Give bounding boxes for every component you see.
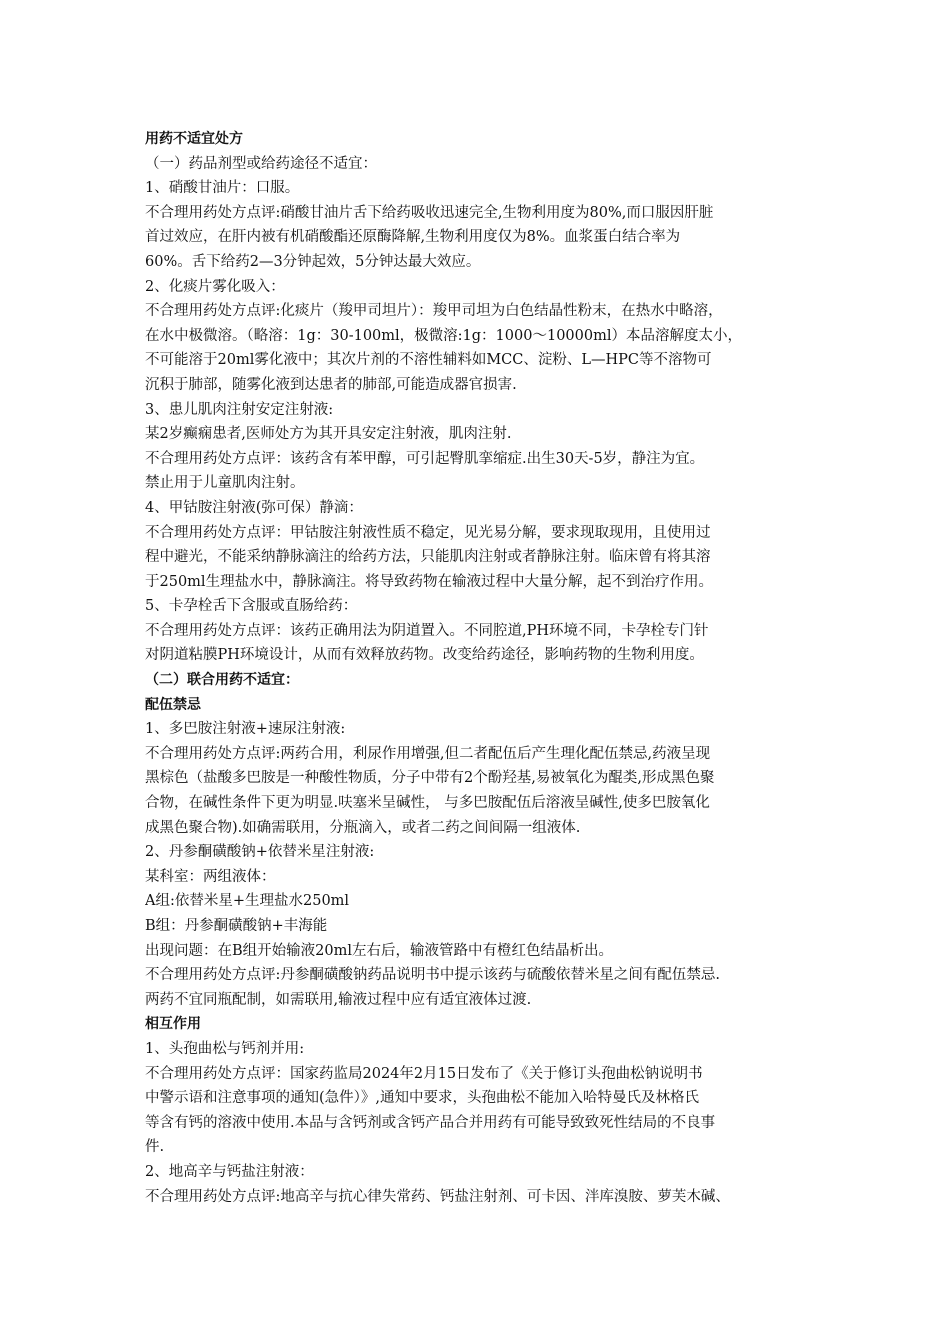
- text-line: 合物，在碱性条件下更为明显.呋塞米呈碱性， 与多巴胺配伍后溶液呈碱性,使多巴胺氧化: [145, 795, 710, 812]
- text-line: 3、患儿肌肉注射安定注射液:: [145, 401, 334, 418]
- text-line: 不合理用药处方点评：国家药监局2024年2月15日发布了《关于修订头孢曲松钠说明书: [145, 1065, 703, 1082]
- text-line: 不合理用药处方点评:化痰片（羧甲司坦片）：羧甲司坦为白色结晶性粉末，在热水中略溶，: [145, 303, 723, 320]
- text-line: 首过效应，在肝内被有机硝酸酯还原酶降解,生物利用度仅为8%。血浆蛋白结合率为: [145, 229, 681, 246]
- text-line: 不合理用药处方点评:两药合用，利尿作用增强,但二者配伍后产生理化配伍禁忌,药液呈现: [145, 745, 711, 762]
- text-line: 程中避光，不能采纳静脉滴注的给药方法，只能肌肉注射或者静脉注射。临床曾有将其溶: [145, 549, 711, 566]
- text-line: 沉积于肺部，随雾化液到达患者的肺部,可能造成器官损害.: [145, 376, 517, 393]
- text-line: 成黑色聚合物).如确需联用，分瓶滴入，或者二药之间间隔一组液体.: [145, 819, 581, 836]
- text-line: 对阴道粘膜PH环境设计，从而有效释放药物。改变给药途径，影响药物的生物利用度。: [145, 647, 704, 664]
- text-line: 不合理用药处方点评：甲钴胺注射液性质不稳定，见光易分解，要求现取现用，且使用过: [145, 524, 711, 541]
- text-line: B组：丹参酮磺酸钠+丰海能: [145, 918, 328, 934]
- text-line: 在水中极微溶。（略溶：1g：30-100ml，极微溶:1g：1000～10000ml）本品溶解度太小，: [145, 327, 742, 344]
- text-line: 中警示语和注意事项的通知(急件）》,通知中要求，头孢曲松不能加入哈特曼氏及林格氏: [145, 1090, 700, 1107]
- text-line: 不合理用药处方点评:丹参酮磺酸钠药品说明书中提示该药与硫酸依替米星之间有配伍禁忌.: [145, 967, 720, 984]
- text-line: 某科室：两组液体：: [145, 868, 276, 885]
- text-line: 于250ml生理盐水中，静脉滴注。将导致药物在输液过程中大量分解，起不到治疗作用。: [145, 573, 714, 590]
- text-line: 两药不宜同瓶配制，如需联用,输液过程中应有适宜液体过渡.: [145, 991, 532, 1008]
- text-line: 件.: [145, 1139, 165, 1156]
- text-line: A组:依替米星+生理盐水250ml: [145, 893, 350, 910]
- section-heading: （二）联合用药不适宜：: [145, 672, 299, 689]
- text-line: 出现问题：在B组开始输液20ml左右后，输液管路中有橙红色结晶析出。: [145, 942, 613, 959]
- text-line: 1、硝酸甘油片：口服。: [145, 180, 300, 197]
- text-line: 不合理用药处方点评:地高辛与抗心律失常药、钙盐注射剂、可卡因、泮库溴胺、萝芙木碱、: [145, 1188, 730, 1205]
- text-line: 2、丹参酮磺酸钠+依替米星注射液:: [145, 844, 375, 861]
- text-line: 等含有钙的溶液中使用.本品与含钙剂或含钙产品合并用药有可能导致致死性结局的不良事: [145, 1114, 716, 1131]
- section-heading: 相互作用: [145, 1016, 201, 1033]
- text-line: 1、头孢曲松与钙剂并用:: [145, 1040, 305, 1057]
- text-line: 2、地高辛与钙盐注射液：: [145, 1163, 314, 1180]
- text-line: 不可能溶于20ml雾化液中；其次片剂的不溶性辅料如MCC、淀粉、L—HPC等不溶物可: [145, 352, 712, 369]
- document-body: [145, 127, 820, 1209]
- text-line: 黑棕色（盐酸多巴胺是一种酸性物质，分子中带有2个酚羟基,易被氧化为醌类,形成黑色聚: [145, 770, 715, 787]
- text-line: 60%。舌下给药2—3分钟起效，5分钟达最大效应。: [145, 253, 481, 270]
- text-line: （一）药品剂型或给药途径不适宜：: [145, 155, 377, 172]
- text-line: 4、甲钴胺注射液(弥可保）静滴：: [145, 499, 363, 516]
- section-heading: 用药不适宜处方: [145, 131, 243, 147]
- text-line: 2、化痰片雾化吸入：: [145, 278, 285, 295]
- text-line: 5、卡孕栓舌下含服或直肠给药：: [145, 598, 358, 615]
- text-line: 不合理用药处方点评：该药含有苯甲醇，可引起臀肌挛缩症.出生30天-5岁，静注为宜。: [145, 450, 705, 467]
- text-line: 禁止用于儿童肌肉注射。: [145, 475, 305, 492]
- text-line: 不合理用药处方点评:硝酸甘油片舌下给药吸收迅速完全,生物利用度为80%,而口服因肝脏: [145, 204, 714, 221]
- text-line: 不合理用药处方点评：该药正确用法为阴道置入。不同腔道,PH环境不同，卡孕栓专门针: [145, 622, 709, 639]
- section-heading: 配伍禁忌: [145, 696, 201, 713]
- text-line: 1、多巴胺注射液+速尿注射液:: [145, 721, 346, 738]
- text-line: 某2岁癫痫患者,医师处方为其开具安定注射液，肌肉注射.: [145, 426, 512, 443]
